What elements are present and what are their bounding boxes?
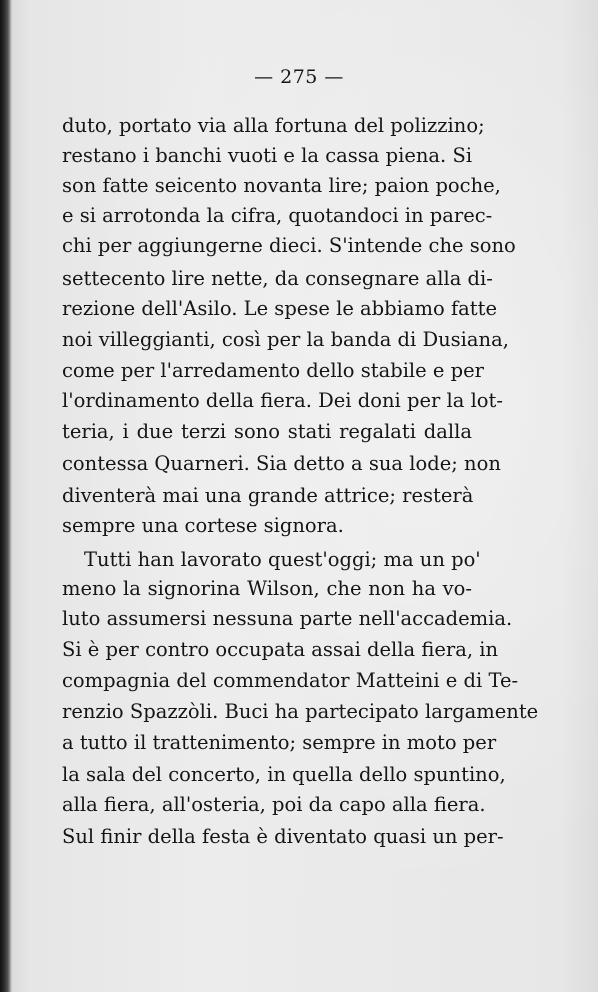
text-line: renzio Spazzòli. Buci ha partecipato largamente bbox=[62, 700, 539, 723]
text-line: teria, i due terzi sono stati regalati dalla bbox=[62, 420, 472, 443]
text-line: meno la signorina Wilson, che non ha vo- bbox=[62, 577, 472, 600]
paragraph-start-line: Tutti han lavorato quest'oggi; ma un po' bbox=[84, 548, 481, 571]
text-line: alla fiera, all'osteria, poi da capo alla fiera. bbox=[62, 793, 486, 816]
page-spine-shadow bbox=[0, 0, 12, 992]
text-line: la sala del concerto, in quella dello spuntino, bbox=[62, 763, 506, 786]
text-line: a tutto il trattenimento; sempre in moto per bbox=[62, 731, 497, 754]
text-line: l'ordinamento della fiera. Dei doni per la lot- bbox=[62, 389, 503, 412]
text-line: duto, portato via alla fortuna del polizzino; bbox=[62, 114, 485, 137]
text-line: sempre una cortese signora. bbox=[62, 514, 344, 537]
text-line: luto assumersi nessuna parte nell'accademia. bbox=[62, 607, 513, 630]
text-line: noi villeggianti, così per la banda di Dusiana, bbox=[62, 328, 509, 351]
text-line: rezione dell'Asilo. Le spese le abbiamo fatte bbox=[62, 297, 497, 320]
text-line: e si arrotonda la cifra, quotandoci in parec- bbox=[62, 204, 493, 227]
text-line: settecento lire nette, da consegnare alla di- bbox=[62, 267, 493, 290]
text-line: chi per aggiungerne dieci. S'intende che sono bbox=[62, 234, 516, 257]
page-number: — 275 — bbox=[254, 66, 344, 88]
text-line: son fatte seicento novanta lire; paion poche, bbox=[62, 174, 501, 197]
text-line: restano i banchi vuoti e la cassa piena. Si bbox=[62, 144, 473, 167]
text-line: compagnia del commendator Matteini e di Te- bbox=[62, 669, 519, 692]
text-line: Si è per contro occupata assai della fiera, in bbox=[62, 638, 499, 661]
text-line: diventerà mai una grande attrice; resterà bbox=[62, 484, 474, 507]
text-line: come per l'arredamento dello stabile e per bbox=[62, 359, 484, 382]
text-line: contessa Quarneri. Sia detto a sua lode; non bbox=[62, 452, 501, 475]
text-line: Sul finir della festa è diventato quasi un per- bbox=[62, 825, 504, 848]
